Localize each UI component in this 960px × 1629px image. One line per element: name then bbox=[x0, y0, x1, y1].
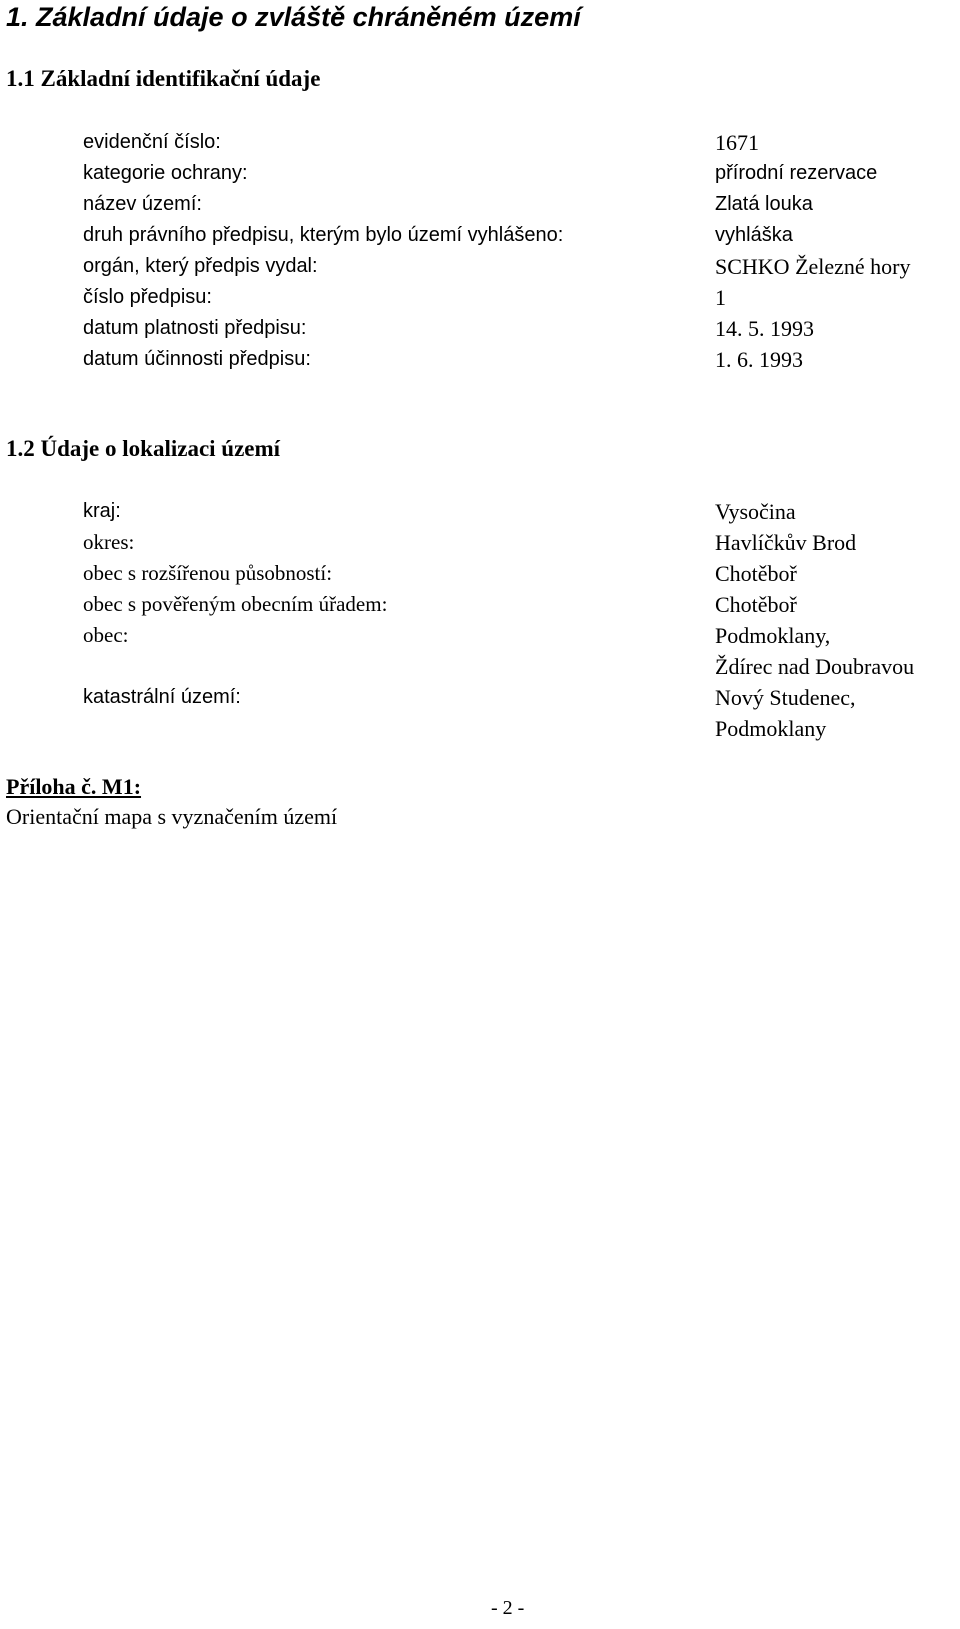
row-label: kategorie ochrany: bbox=[83, 162, 248, 184]
row-label: číslo předpisu: bbox=[83, 286, 212, 308]
localization-table bbox=[83, 496, 960, 744]
row-regulation-number bbox=[83, 282, 960, 313]
annex-block bbox=[6, 772, 337, 832]
row-value: 1. 6. 1993 bbox=[715, 347, 803, 372]
row-value: Zlatá louka bbox=[715, 193, 813, 215]
identification-table bbox=[83, 127, 960, 375]
row-label: obec s rozšířenou působností: bbox=[83, 561, 333, 585]
row-label: okres: bbox=[83, 530, 135, 554]
row-area-name bbox=[83, 189, 960, 220]
row-value: 1671 bbox=[715, 130, 759, 155]
row-protection-category bbox=[83, 158, 960, 189]
row-label: datum platnosti předpisu: bbox=[83, 317, 307, 339]
row-value-line-2: Podmoklany bbox=[715, 716, 827, 741]
row-value-line-1: Podmoklany, bbox=[715, 623, 831, 648]
row-label: evidenční číslo: bbox=[83, 131, 221, 153]
row-value: Havlíčkův Brod bbox=[715, 530, 857, 555]
row-label: druh právního předpisu, kterým bylo území vyhlášeno: bbox=[83, 224, 564, 246]
row-value: 1 bbox=[715, 285, 726, 310]
row-regulation-type bbox=[83, 220, 960, 251]
row-evidence-number bbox=[83, 127, 960, 158]
row-region bbox=[83, 496, 960, 527]
row-value: přírodní rezervace bbox=[715, 162, 878, 184]
row-validity-date bbox=[83, 313, 960, 344]
annex-description: Orientační mapa s vyznačením území bbox=[6, 804, 338, 829]
row-value: Vysočina bbox=[715, 499, 796, 524]
row-issuing-authority bbox=[83, 251, 960, 282]
row-value: Chotěboř bbox=[715, 592, 797, 617]
row-value-line-2: Ždírec nad Doubravou bbox=[715, 654, 915, 679]
row-value: SCHKO Železné hory bbox=[715, 254, 911, 279]
main-heading: 1. Základní údaje o zvláště chráněném území bbox=[6, 2, 581, 32]
row-municipality bbox=[83, 620, 960, 682]
row-label: katastrální území: bbox=[83, 686, 241, 708]
section-2-title: 1.2 Údaje o lokalizaci území bbox=[6, 436, 281, 461]
row-label: obec: bbox=[83, 623, 129, 647]
row-value bbox=[715, 620, 914, 682]
row-label: datum účinnosti předpisu: bbox=[83, 348, 311, 370]
row-district bbox=[83, 527, 960, 558]
row-municipality-authorized bbox=[83, 589, 960, 620]
page-number: - 2 - bbox=[491, 1597, 525, 1619]
row-label: orgán, který předpis vydal: bbox=[83, 255, 318, 277]
row-municipality-extended bbox=[83, 558, 960, 589]
row-value: Chotěboř bbox=[715, 561, 797, 586]
row-label: obec s pověřeným obecním úřadem: bbox=[83, 592, 388, 616]
row-label: kraj: bbox=[83, 500, 121, 522]
annex-title: Příloha č. M1: bbox=[6, 774, 142, 799]
row-value: vyhláška bbox=[715, 224, 793, 246]
section-1-title: 1.1 Základní identifikační údaje bbox=[6, 66, 321, 91]
row-cadastral-area bbox=[83, 682, 960, 744]
row-effective-date bbox=[83, 344, 960, 375]
row-value bbox=[715, 682, 856, 744]
row-value: 14. 5. 1993 bbox=[715, 316, 814, 341]
row-label: název území: bbox=[83, 193, 202, 215]
row-value-line-1: Nový Studenec, bbox=[715, 685, 856, 710]
